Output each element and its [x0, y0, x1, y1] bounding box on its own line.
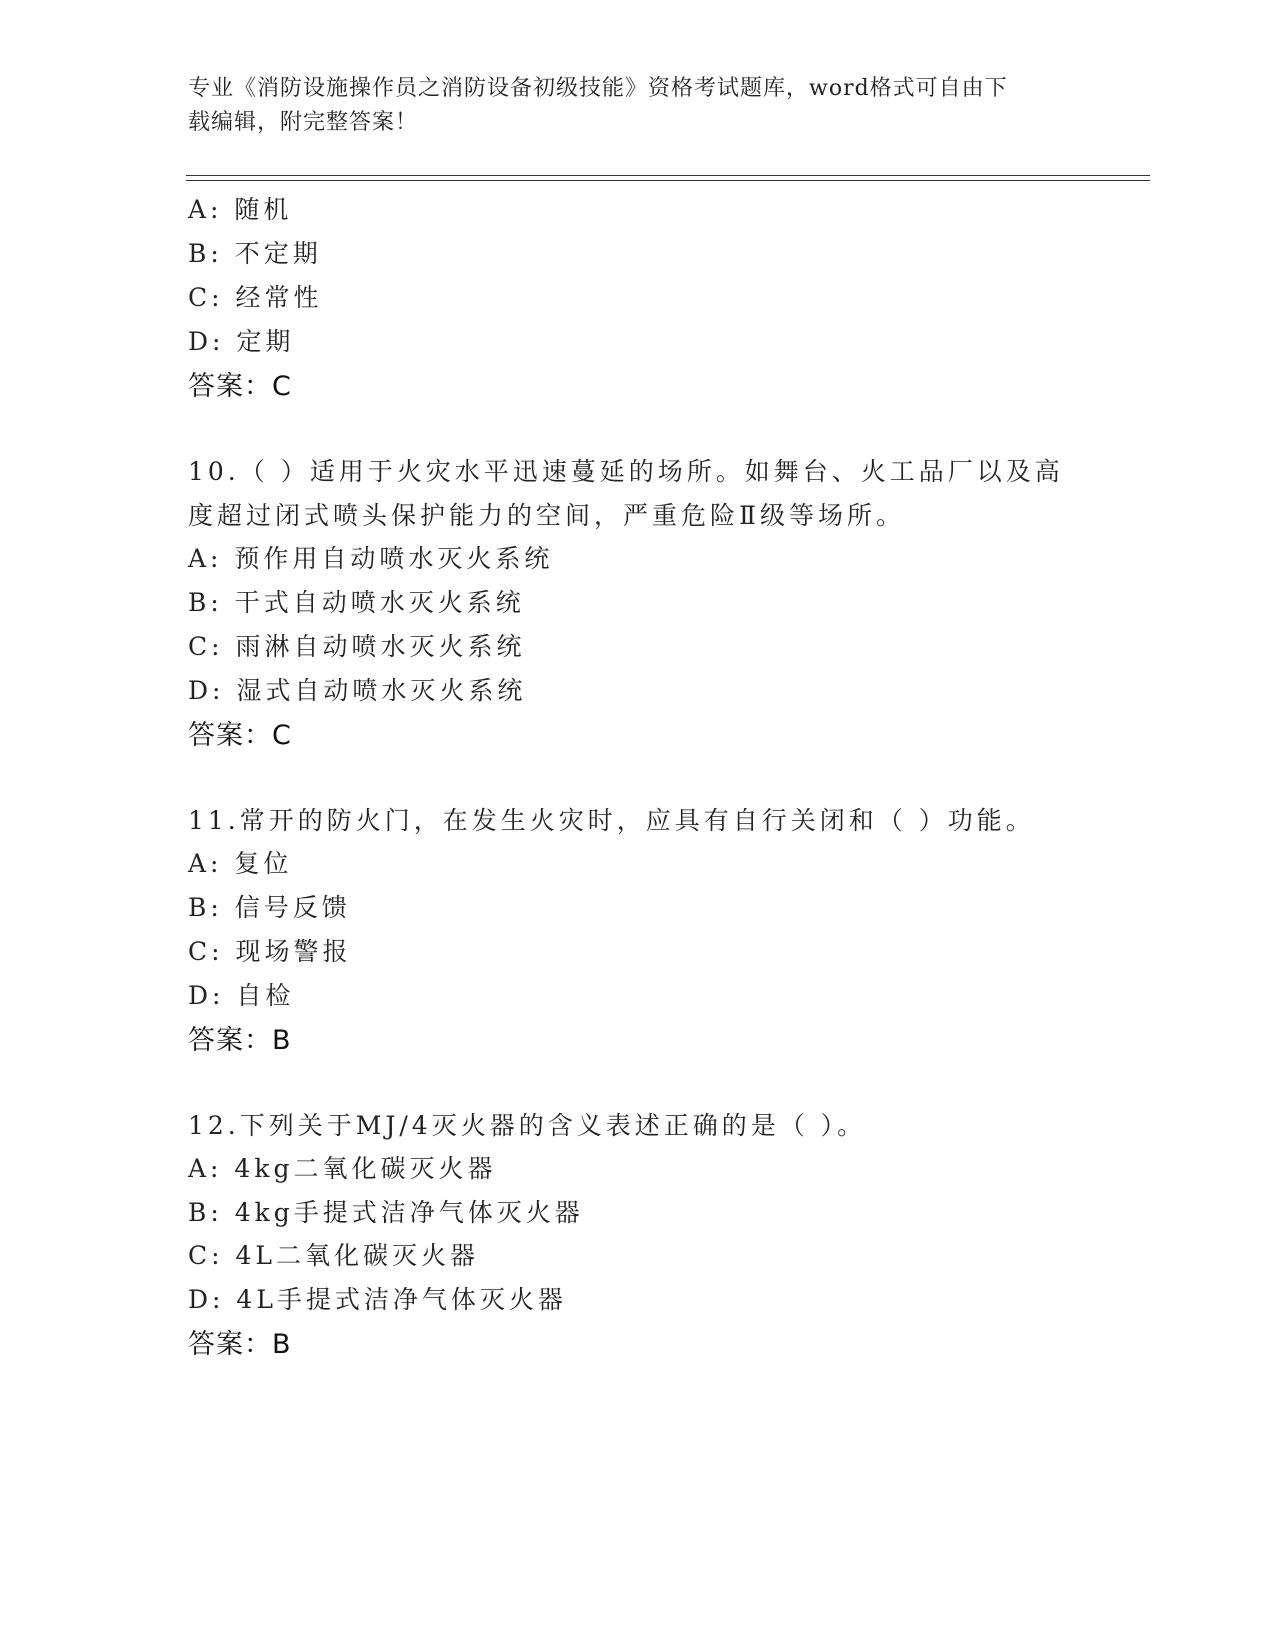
header-line-2: 载编辑，附完整答案！: [188, 110, 419, 135]
q9-option-d: D: 定期: [188, 327, 295, 356]
q10-option-a: A: 预作用自动喷水灭火系统: [188, 544, 554, 573]
q11-option-b: B: 信号反馈: [188, 893, 351, 922]
q12-stem-line-1: 12.下列关于MJ/4灭火器的含义表述正确的是（ ）。: [188, 1111, 867, 1140]
q10-option-d: D: 湿式自动喷水灭火系统: [188, 676, 527, 705]
q10-stem-line-2: 度超过闭式喷头保护能力的空间，严重危险Ⅱ级等场所。: [188, 501, 905, 530]
document-header: [188, 72, 1068, 140]
q12-option-b: B: 4kg手提式洁净气体灭火器: [188, 1198, 584, 1227]
q11-option-a: A: 复位: [188, 849, 293, 878]
header-divider-bottom: [186, 180, 1150, 181]
q12-option-d: D: 4L手提式洁净气体灭火器: [188, 1285, 567, 1314]
q9-option-b: B: 不定期: [188, 239, 322, 268]
q12-option-a: A: 4kg二氧化碳灭火器: [188, 1154, 497, 1183]
q10-stem-line-1: 10.（ ）适用于火灾水平迅速蔓延的场所。如舞台、火工品厂以及高: [188, 457, 1064, 486]
q12-option-c: C: 4L二氧化碳灭火器: [188, 1241, 480, 1270]
header-line-1: 专业《消防设施操作员之消防设备初级技能》资格考试题库，word格式可自由下: [188, 76, 1008, 101]
q10-option-c: C: 雨淋自动喷水灭火系统: [188, 632, 526, 661]
q10-option-b: B: 干式自动喷水灭火系统: [188, 588, 525, 617]
q12-answer: 答案：B: [188, 1329, 292, 1360]
q11-option-c: C: 现场警报: [188, 937, 352, 966]
q9-answer: 答案：C: [188, 371, 292, 402]
q9-option-a: A: 随机: [188, 195, 293, 224]
q11-option-d: D: 自检: [188, 981, 295, 1010]
q9-option-c: C: 经常性: [188, 283, 323, 312]
header-divider-top: [186, 175, 1150, 176]
q10-answer: 答案：C: [188, 720, 292, 751]
q11-stem-line-1: 11.常开的防火门，在发生火灾时，应具有自行关闭和（ ）功能。: [188, 806, 1035, 835]
q11-answer: 答案：B: [188, 1025, 292, 1056]
